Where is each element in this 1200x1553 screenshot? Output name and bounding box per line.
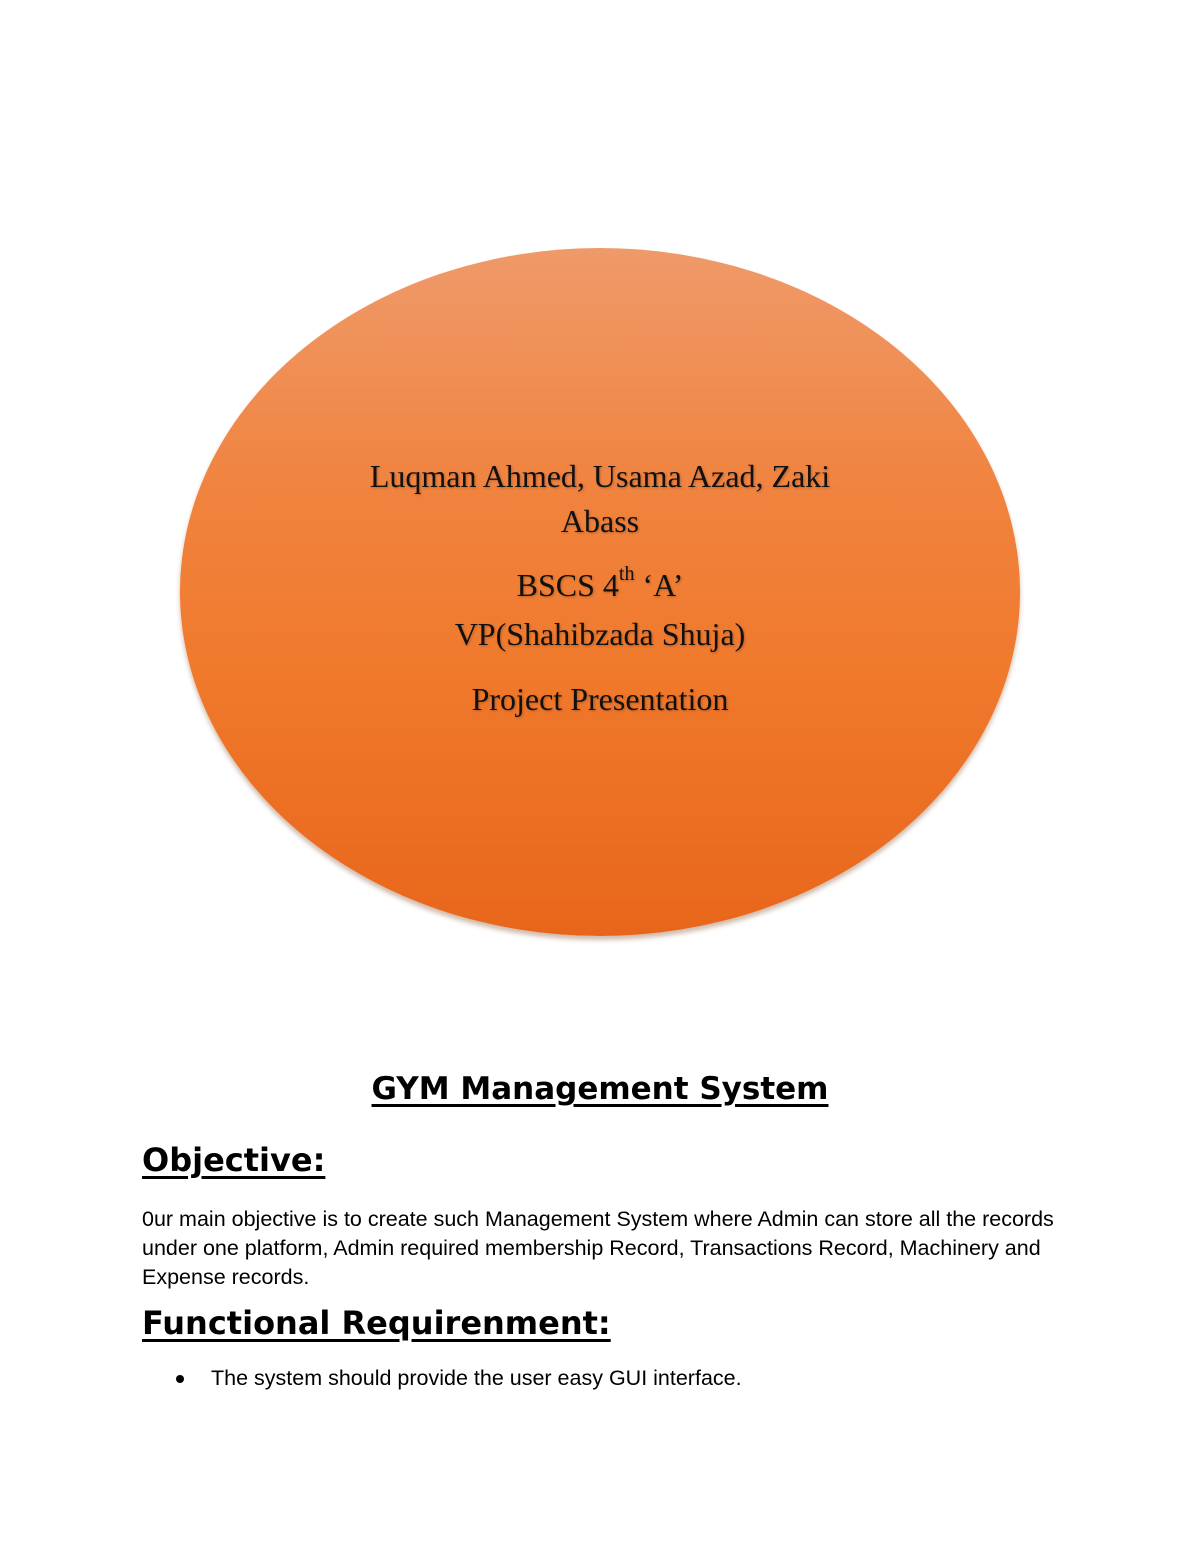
class-suffix: ‘A’: [634, 567, 684, 603]
authors-line-2: Abass: [560, 503, 640, 539]
list-item: [142, 1364, 1072, 1393]
instructor-name: VP(Shahibzada Shuja): [454, 616, 746, 652]
objective-paragraph: 0ur main objective is to create such Management System where Admin can store all the records under one platform, Admin required membership Record, Transactions Record, Machinery and Expense records.: [142, 1207, 1054, 1289]
authors-line-1: Luqman Ahmed, Usama Azad, Zaki: [369, 458, 831, 494]
objective-heading: Objective:: [142, 1141, 326, 1179]
class-superscript: th: [618, 563, 635, 586]
class-prefix: BSCS 4: [516, 567, 619, 603]
list-item-text: The system should provide the user easy GUI interface.: [211, 1366, 742, 1390]
functional-requirement-list: [142, 1364, 1072, 1393]
class-info: [300, 563, 900, 607]
document-title: GYM Management System: [371, 1071, 829, 1107]
bullet-icon: [176, 1375, 184, 1383]
cover-subtitle: Project Presentation: [471, 681, 729, 717]
functional-requirement-heading: Functional Requirenment:: [142, 1304, 611, 1342]
